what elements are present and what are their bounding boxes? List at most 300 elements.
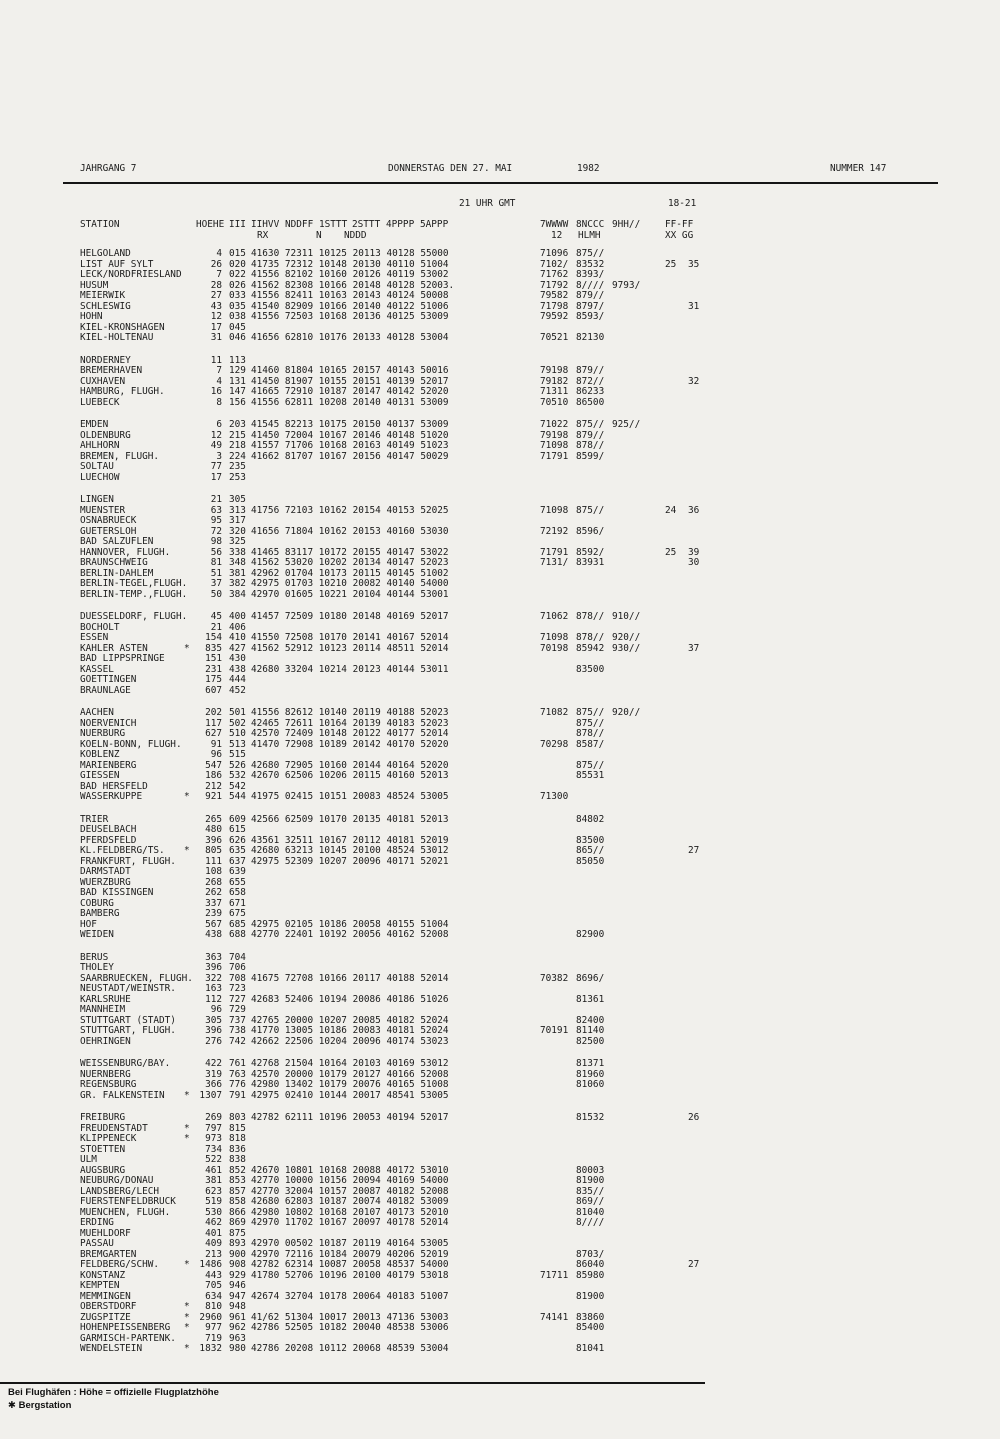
group-8nccc: 875// <box>576 707 605 718</box>
station-elevation: 31 <box>210 332 222 343</box>
group-8nccc: 8//// <box>576 279 605 291</box>
synop-groups: 42975 02105 10186 20058 40155 51004 <box>251 918 449 930</box>
synop-groups: 42975 52309 10207 20096 40171 52021 <box>251 855 449 867</box>
synop-groups: 42680 63213 10145 20100 48524 53012 <box>251 845 449 856</box>
station-id: 635 <box>229 845 246 856</box>
station-row <box>0 537 1000 548</box>
station-id: 869 <box>229 1217 246 1228</box>
station-elevation: 77 <box>210 461 222 472</box>
station-id: 382 <box>229 578 246 589</box>
station-name: AACHEN <box>80 707 114 718</box>
station-row <box>0 750 1000 761</box>
station-name: HELGOLAND <box>80 248 131 259</box>
group-9hh: 920// <box>612 707 641 718</box>
group-8nccc: 81361 <box>576 993 605 1005</box>
bottom-divider-line <box>0 1382 705 1384</box>
station-id: 526 <box>229 759 246 771</box>
station-id: 038 <box>229 311 246 322</box>
synop-groups: 42674 32704 10178 20064 40183 51007 <box>251 1290 449 1302</box>
station-row <box>0 920 1000 931</box>
station-elevation: 396 <box>205 962 222 973</box>
station-elevation: 17 <box>210 471 222 483</box>
group-8nccc: 878// <box>576 728 605 739</box>
group-7wwww: 7102/ <box>540 258 569 270</box>
ff-value-left: 24 <box>665 504 677 516</box>
station-elevation: 95 <box>210 515 222 526</box>
group-8nccc: 879// <box>576 429 605 441</box>
station-name: BAD HERSFELD <box>80 780 148 792</box>
station-row <box>0 815 1000 826</box>
group-7wwww: 71791 <box>540 450 569 462</box>
col-n: N <box>316 230 322 241</box>
station-name: ZUGSPITZE <box>80 1311 131 1323</box>
station-name: SCHLESWIG <box>80 300 131 312</box>
station-name: BERLIN-TEMP.,FLUGH. <box>80 588 188 600</box>
station-name: LUECHOW <box>80 471 120 483</box>
station-elevation: 443 <box>205 1269 222 1281</box>
station-elevation: 396 <box>205 1025 222 1036</box>
station-name: KOELN-BONN, FLUGH. <box>80 738 182 750</box>
station-id: 325 <box>229 536 246 547</box>
group-7wwww: 70298 <box>540 738 569 750</box>
station-name: NUERBURG <box>80 728 126 739</box>
station-id: 033 <box>229 290 246 301</box>
group-8nccc: 835// <box>576 1185 605 1197</box>
station-elevation: 50 <box>210 588 222 600</box>
station-elevation: 363 <box>205 951 222 963</box>
station-name: AUGSBURG <box>80 1164 126 1176</box>
station-name: NUERNBERG <box>80 1068 131 1080</box>
col-2sttt: 2STTT <box>352 219 381 230</box>
synop-groups: 41450 72004 10167 20146 40148 51020 <box>251 429 449 441</box>
group-9hh: 930// <box>612 642 641 654</box>
station-row <box>0 1176 1000 1187</box>
synop-groups: 42782 62314 10087 20058 48537 54000 <box>251 1259 449 1270</box>
station-name: EMDEN <box>80 419 109 430</box>
col-5appp: 5APPP <box>420 219 449 230</box>
station-id: 215 <box>229 429 246 441</box>
station-elevation: 117 <box>205 717 222 729</box>
station-elevation: 26 <box>210 258 222 270</box>
station-name: HUSUM <box>80 279 109 291</box>
group-8nccc: 81960 <box>576 1068 605 1080</box>
synop-groups: 41656 71804 10162 20153 40160 53030 <box>251 525 449 537</box>
station-row <box>0 792 1000 803</box>
station-row <box>0 333 1000 344</box>
synop-groups: 41656 62810 10176 20133 40128 53004 <box>251 332 449 343</box>
station-id: 544 <box>229 791 246 802</box>
station-id: 776 <box>229 1079 246 1090</box>
station-id: 963 <box>229 1332 246 1344</box>
station-name: COBURG <box>80 897 114 909</box>
synop-groups: 41630 72311 10125 20113 40128 55000 <box>251 248 449 259</box>
station-elevation: 396 <box>205 834 222 846</box>
synop-groups: 41756 72103 10162 20154 40153 52025 <box>251 504 449 516</box>
station-id: 866 <box>229 1206 246 1218</box>
station-name: GOETTINGEN <box>80 674 137 685</box>
station-id: 305 <box>229 494 246 505</box>
station-row <box>0 495 1000 506</box>
group-8nccc: 81140 <box>576 1025 605 1036</box>
station-name: FREUDENSTADT <box>80 1122 148 1134</box>
station-name: NEUBURG/DONAU <box>80 1175 154 1186</box>
station-elevation: 151 <box>205 653 222 664</box>
station-id: 203 <box>229 419 246 430</box>
station-id: 609 <box>229 813 246 825</box>
station-id: 962 <box>229 1322 246 1333</box>
station-name: AHLHORN <box>80 440 120 451</box>
ff-value-right: 27 <box>688 845 700 856</box>
station-name: KARLSRUHE <box>80 993 131 1005</box>
mountain-station-note <box>8 1401 71 1412</box>
synop-groups: 42680 62803 10187 20074 40182 53009 <box>251 1196 449 1207</box>
synop-groups: 42765 20000 10207 20085 40182 52024 <box>251 1014 449 1026</box>
station-row <box>0 1070 1000 1081</box>
mountain-station-marker: * <box>184 1122 190 1134</box>
station-id: 035 <box>229 300 246 312</box>
station-name: MEIERWIK <box>80 290 126 301</box>
station-elevation: 322 <box>205 972 222 984</box>
ff-value-right: 36 <box>688 504 700 516</box>
group-8nccc: 83931 <box>576 557 605 568</box>
mountain-station-marker: * <box>184 1322 190 1333</box>
station-row <box>0 1059 1000 1070</box>
group-7wwww: 71082 <box>540 707 569 718</box>
group-8nccc: 81041 <box>576 1343 605 1354</box>
group-8nccc: 85531 <box>576 770 605 781</box>
station-elevation: 213 <box>205 1248 222 1260</box>
group-8nccc: 878// <box>576 632 605 643</box>
station-id: 685 <box>229 918 246 930</box>
synop-groups: 41562 82308 10166 20148 40128 52003. <box>251 279 455 291</box>
station-id: 532 <box>229 770 246 781</box>
station-name: MUENCHEN, FLUGH. <box>80 1206 171 1218</box>
group-8nccc: 81900 <box>576 1175 605 1186</box>
station-row <box>0 1037 1000 1048</box>
synop-groups: 42768 21504 10164 20103 40169 53012 <box>251 1058 449 1069</box>
station-row <box>0 291 1000 302</box>
station-elevation: 634 <box>205 1290 222 1302</box>
synop-groups: 42970 72116 10184 20079 40206 52019 <box>251 1248 449 1260</box>
group-8nccc: 85980 <box>576 1269 605 1281</box>
station-row <box>0 761 1000 772</box>
group-7wwww: 70521 <box>540 332 569 343</box>
station-name: BERLIN-TEGEL,FLUGH. <box>80 578 188 589</box>
station-id: 729 <box>229 1004 246 1015</box>
col-4pppp: 4PPPP <box>386 219 415 230</box>
synop-groups: 41557 71706 10168 20163 40149 51023 <box>251 440 449 451</box>
station-id: 818 <box>229 1133 246 1144</box>
station-row <box>0 1302 1000 1313</box>
ff-value-right: 30 <box>688 557 700 568</box>
col-station: STATION <box>80 219 120 230</box>
station-name: KASSEL <box>80 663 114 675</box>
station-name: ERDING <box>80 1217 114 1228</box>
station-id: 438 <box>229 663 246 675</box>
station-name: DARMSTADT <box>80 866 131 877</box>
station-row <box>0 1155 1000 1166</box>
station-name: OLDENBURG <box>80 429 131 441</box>
station-row <box>0 1334 1000 1345</box>
station-row <box>0 270 1000 281</box>
station-id: 727 <box>229 993 246 1005</box>
group-8nccc: 869// <box>576 1196 605 1207</box>
station-name: WEISSENBURG/BAY. <box>80 1058 171 1069</box>
group-8nccc: 879// <box>576 290 605 301</box>
station-row <box>0 719 1000 730</box>
station-id: 803 <box>229 1112 246 1123</box>
station-row <box>0 302 1000 313</box>
group-7wwww: 7131/ <box>540 557 569 568</box>
station-name: BREMERHAVEN <box>80 365 143 376</box>
station-id: 658 <box>229 887 246 898</box>
station-elevation: 56 <box>210 546 222 558</box>
station-id: 948 <box>229 1301 246 1312</box>
synop-groups: 42570 20000 10179 20127 40166 52008 <box>251 1068 449 1080</box>
station-elevation: 27 <box>210 290 222 301</box>
station-name: STUTTGART (STADT) <box>80 1014 176 1026</box>
station-id: 961 <box>229 1311 246 1323</box>
station-name: WASSERKUPPE <box>80 791 143 802</box>
group-8nccc: 82130 <box>576 332 605 343</box>
station-row <box>0 441 1000 452</box>
group-7wwww: 79198 <box>540 429 569 441</box>
station-row <box>0 398 1000 409</box>
station-elevation: 719 <box>205 1332 222 1344</box>
station-elevation: 977 <box>205 1322 222 1333</box>
station-row <box>0 846 1000 857</box>
group-7wwww: 71762 <box>540 269 569 280</box>
station-id: 400 <box>229 611 246 622</box>
station-name: SAARBRUECKEN, FLUGH. <box>80 972 193 984</box>
synop-groups: 42786 20208 10112 20068 48539 53004 <box>251 1343 449 1354</box>
synop-groups: 43561 32511 10167 20112 40181 52019 <box>251 834 449 846</box>
station-elevation: 17 <box>210 321 222 333</box>
station-row <box>0 462 1000 473</box>
station-row <box>0 1026 1000 1037</box>
station-row <box>0 771 1000 782</box>
col-nddff: NDDFF <box>285 219 314 230</box>
airport-height-note: Bei Flughäfen : Höhe = offizielle Flugplatzhöhe <box>8 1387 219 1398</box>
synop-groups: 41556 62811 10208 20140 40131 53009 <box>251 396 449 408</box>
synop-groups: 42975 01703 10210 20082 40140 54000 <box>251 578 449 589</box>
col-7wwww: 7WWWW <box>540 219 569 230</box>
station-elevation: 231 <box>205 663 222 675</box>
synop-groups: 42570 72409 10148 20122 40177 52014 <box>251 728 449 739</box>
station-id: 515 <box>229 749 246 760</box>
ff-value-right: 26 <box>688 1112 700 1123</box>
synop-groups: 41556 82411 10163 20143 40124 50008 <box>251 290 449 301</box>
group-8nccc: 81371 <box>576 1058 605 1069</box>
station-row <box>0 825 1000 836</box>
mountain-station-marker: * <box>184 1343 190 1354</box>
group-7wwww: 79582 <box>540 290 569 301</box>
group-7wwww: 71096 <box>540 248 569 259</box>
station-elevation: 3 <box>216 450 222 462</box>
synop-groups: 42465 72611 10164 20139 40183 52023 <box>251 717 449 729</box>
station-id: 129 <box>229 365 246 376</box>
station-elevation: 276 <box>205 1035 222 1047</box>
synop-groups: 41460 81804 10165 20157 40143 50016 <box>251 365 449 376</box>
station-elevation: 734 <box>205 1143 222 1155</box>
issue-number: NUMMER 147 <box>830 163 887 174</box>
synop-groups: 42670 62506 10206 20115 40160 52013 <box>251 770 449 781</box>
synop-groups: 42566 62509 10170 20135 40181 52013 <box>251 813 449 825</box>
group-8nccc: 86040 <box>576 1259 605 1270</box>
station-group <box>0 249 1000 344</box>
station-elevation: 530 <box>205 1206 222 1218</box>
synop-groups: 41470 72908 10189 20142 40170 52020 <box>251 738 449 750</box>
station-name: DEUSELBACH <box>80 824 137 835</box>
synop-groups: 42683 52406 10194 20086 40186 51026 <box>251 993 449 1005</box>
station-row <box>0 356 1000 367</box>
station-elevation: 202 <box>205 707 222 718</box>
station-name: BAMBERG <box>80 908 120 919</box>
synop-groups: 41540 82909 10166 20140 40122 51006 <box>251 300 449 312</box>
station-name: MANNHEIM <box>80 1004 126 1015</box>
station-name: FRANKFURT, FLUGH. <box>80 855 176 867</box>
station-group <box>0 815 1000 941</box>
station-row <box>0 686 1000 697</box>
station-name: KONSTANZ <box>80 1269 126 1281</box>
station-id: 704 <box>229 951 246 963</box>
station-row <box>0 366 1000 377</box>
synop-groups: 41735 72312 10148 20130 40110 51004 <box>251 258 449 270</box>
group-7wwww: 70510 <box>540 396 569 408</box>
group-8nccc: 879// <box>576 365 605 376</box>
station-name: WUERZBURG <box>80 876 131 888</box>
group-7wwww: 71711 <box>540 1269 569 1281</box>
station-row <box>0 1134 1000 1145</box>
station-elevation: 28 <box>210 279 222 291</box>
station-row <box>0 675 1000 686</box>
station-elevation: 6 <box>216 419 222 430</box>
station-id: 218 <box>229 440 246 451</box>
station-row <box>0 740 1000 751</box>
group-8nccc: 81900 <box>576 1290 605 1302</box>
group-8nccc: 83500 <box>576 834 605 846</box>
station-name: BRAUNSCHWEIG <box>80 557 148 568</box>
station-name: NEUSTADT/WEINSTR. <box>80 983 176 994</box>
station-elevation: 623 <box>205 1185 222 1197</box>
station-id: 761 <box>229 1058 246 1069</box>
group-7wwww: 79182 <box>540 375 569 387</box>
synop-groups: 41562 52912 10123 20114 48511 52014 <box>251 642 449 654</box>
station-name: BRAUNLAGE <box>80 684 131 696</box>
station-id: 502 <box>229 717 246 729</box>
station-elevation: 12 <box>210 429 222 441</box>
station-name: LINGEN <box>80 494 114 505</box>
synop-groups: 42770 22401 10192 20056 40162 52008 <box>251 929 449 940</box>
station-id: 131 <box>229 375 246 387</box>
group-9hh: 925// <box>612 419 641 430</box>
station-name: GUETERSLOH <box>80 525 137 537</box>
station-name: TRIER <box>80 813 109 825</box>
station-elevation: 805 <box>205 845 222 856</box>
ff-value-right: 37 <box>688 642 700 654</box>
station-row <box>0 1080 1000 1091</box>
station-elevation: 4 <box>216 375 222 387</box>
group-8nccc: 83500 <box>576 663 605 675</box>
station-row <box>0 1260 1000 1271</box>
station-name: WEIDEN <box>80 929 114 940</box>
station-name: KEMPTEN <box>80 1280 120 1291</box>
station-row <box>0 312 1000 323</box>
station-elevation: 45 <box>210 611 222 622</box>
col-9hh: 9HH// <box>612 219 641 230</box>
station-id: 852 <box>229 1164 246 1176</box>
station-row <box>0 1091 1000 1102</box>
station-name: FELDBERG/SCHW. <box>80 1259 160 1270</box>
station-name: HOHN <box>80 311 103 322</box>
station-elevation: 522 <box>205 1154 222 1165</box>
col-xx-gg: XX GG <box>665 230 694 241</box>
station-name: MUEHLDORF <box>80 1227 131 1239</box>
station-row <box>0 612 1000 623</box>
station-row <box>0 506 1000 517</box>
group-8nccc: 82500 <box>576 1035 605 1047</box>
station-elevation: 2960 <box>199 1311 222 1323</box>
group-8nccc: 8703/ <box>576 1248 605 1260</box>
station-elevation: 98 <box>210 536 222 547</box>
station-id: 675 <box>229 908 246 919</box>
mountain-station-marker: * <box>184 1133 190 1144</box>
station-row <box>0 452 1000 463</box>
station-group <box>0 356 1000 409</box>
station-id: 763 <box>229 1068 246 1080</box>
station-name: KLIPPENECK <box>80 1133 137 1144</box>
station-row <box>0 431 1000 442</box>
station-elevation: 51 <box>210 567 222 579</box>
station-elevation: 212 <box>205 780 222 792</box>
station-elevation: 21 <box>210 494 222 505</box>
group-7wwww: 71022 <box>540 419 569 430</box>
group-8nccc: 86233 <box>576 386 605 397</box>
station-id: 317 <box>229 515 246 526</box>
group-8nccc: 8599/ <box>576 450 605 462</box>
station-id: 615 <box>229 824 246 835</box>
station-elevation: 239 <box>205 908 222 919</box>
group-8nccc: 83532 <box>576 258 605 270</box>
station-group <box>0 420 1000 483</box>
station-id: 513 <box>229 738 246 750</box>
station-elevation: 81 <box>210 557 222 568</box>
top-divider-line <box>63 182 938 184</box>
station-elevation: 607 <box>205 684 222 696</box>
synop-groups: 41780 52706 10196 20100 40179 53018 <box>251 1269 449 1281</box>
station-row <box>0 249 1000 260</box>
station-id: 235 <box>229 461 246 472</box>
group-8nccc: 872// <box>576 375 605 387</box>
group-7wwww: 71098 <box>540 504 569 516</box>
group-8nccc: 875// <box>576 759 605 771</box>
station-name: BAD LIPPSPRINGE <box>80 653 165 664</box>
group-8nccc: 8592/ <box>576 546 605 558</box>
mountain-station-marker: * <box>184 1301 190 1312</box>
col-nddd: NDDD <box>344 230 367 241</box>
station-row <box>0 782 1000 793</box>
station-elevation: 810 <box>205 1301 222 1312</box>
station-elevation: 154 <box>205 632 222 643</box>
station-name: LECK/NORDFRIESLAND <box>80 269 182 280</box>
station-elevation: 1307 <box>199 1089 222 1101</box>
station-elevation: 4 <box>216 248 222 259</box>
station-id: 838 <box>229 1154 246 1165</box>
volume-label: JAHRGANG 7 <box>80 163 137 174</box>
mountain-station-marker: * <box>184 1089 190 1101</box>
station-row <box>0 516 1000 527</box>
station-id: 410 <box>229 632 246 643</box>
